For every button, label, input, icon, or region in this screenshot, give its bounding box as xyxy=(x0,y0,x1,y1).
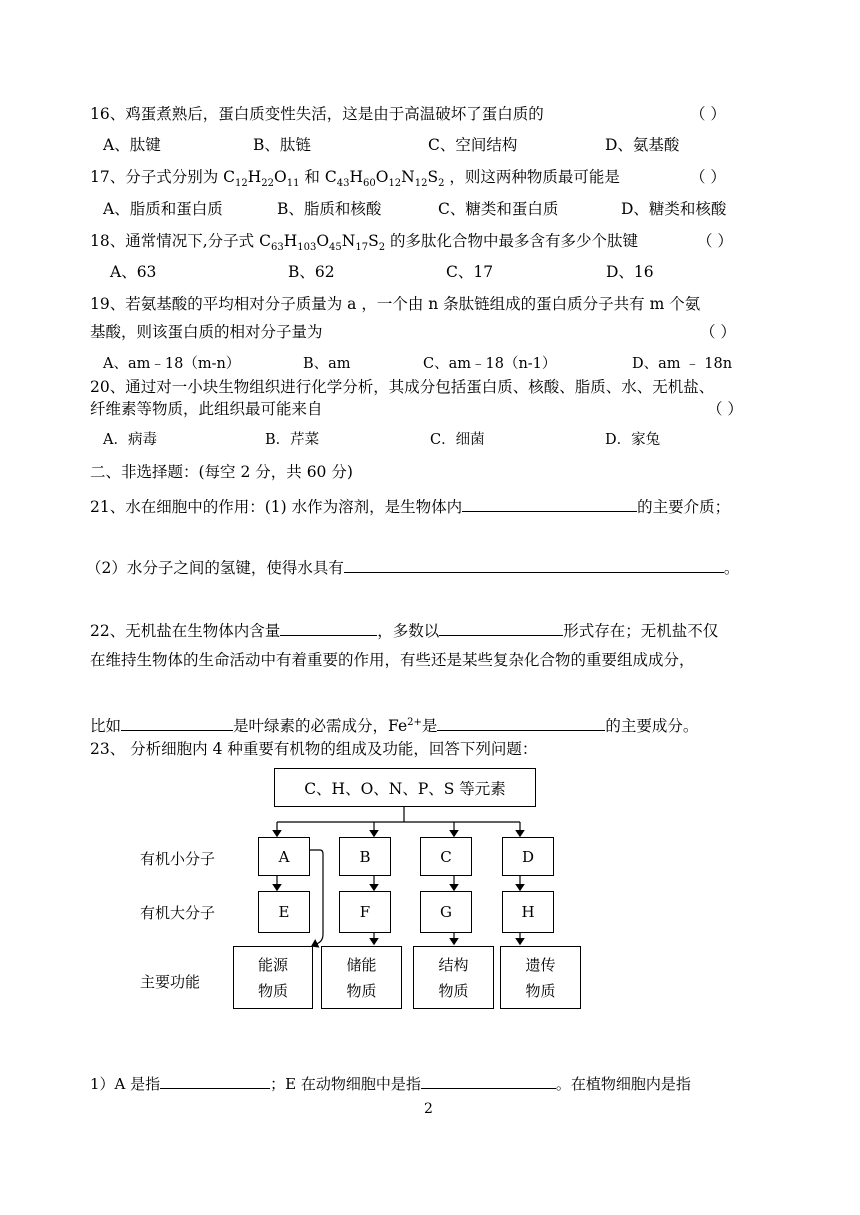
q21-line2: （2）水分子之间的氢键，使得水具有 。 xyxy=(86,556,739,578)
q19-option-c: C、am﹣18（n-1） xyxy=(423,356,557,372)
q17-option-c: C、糖类和蛋白质 xyxy=(438,200,559,218)
q16-stem: 16、鸡蛋煮熟后，蛋白质变性失活，这是由于高温破坏了蛋白质的 xyxy=(90,105,544,123)
q20-option-c: C．细菌 xyxy=(430,432,485,448)
q18-option-b: B、62 xyxy=(288,263,335,281)
box-d: D xyxy=(502,837,554,876)
q22-line2: 在维持生物体的生命活动中有着重要的作用，有些还是某些复杂化合物的重要组成成分， xyxy=(90,651,695,669)
q20-option-b: B．芹菜 xyxy=(265,432,320,448)
row-label-macromolecules: 有机大分子 xyxy=(140,904,216,922)
formula-2: $C_{43}H_{60}O_{12}N_{12}S_2$ xyxy=(324,168,445,190)
answer-blank[interactable] xyxy=(160,1072,270,1089)
answer-blank[interactable] xyxy=(421,1072,556,1089)
q20-option-a: A．病毒 xyxy=(103,432,157,448)
q22-line1: 22、无机盐在生物体内含量 ，多数以 形式存在；无机盐不仅 xyxy=(90,619,718,641)
q19-option-d: D、am ﹣ 18n xyxy=(632,356,733,372)
q18-option-d: D、16 xyxy=(606,263,654,281)
q23-sub1: 1）A 是指 ；E 在动物细胞中是指 。在植物细胞内是指 xyxy=(90,1072,691,1094)
page-number: 2 xyxy=(424,1101,433,1117)
q20-line1: 20、通过对一小块生物组织进行化学分析，其成分包括蛋白质、核酸、脂质、水、无机盐、 xyxy=(90,378,715,396)
q18-stem: 18、通常情况下,分子式 $C_{63}H_{103}O_{45}N_{17}S_2$ 的多肽化合物中最多含有多少个肽键 xyxy=(90,232,638,254)
q16-option-c: C、空间结构 xyxy=(428,136,518,154)
q18-option-a: A、63 xyxy=(110,263,157,281)
q16-option-d: D、氨基酸 xyxy=(605,136,680,154)
function-box-storage: 储能 物质 xyxy=(321,946,402,1009)
function-box-energy: 能源 物质 xyxy=(233,946,313,1009)
box-g: G xyxy=(420,891,472,933)
q16-option-a: A、肽键 xyxy=(103,136,161,154)
q22-line3: 比如 是叶绿素的必需成分，$Fe^{2+}$是 的主要成分。 xyxy=(90,713,698,736)
formula: $C_{63}H_{103}O_{45}N_{17}S_2$ xyxy=(259,232,386,254)
box-h: H xyxy=(502,891,554,933)
q17-option-d: D、糖类和核酸 xyxy=(621,200,727,218)
q17-paren: （ ） xyxy=(690,168,726,186)
q20-option-d: D．家兔 xyxy=(605,432,661,448)
box-e: E xyxy=(258,891,310,933)
q16-option-b: B、肽链 xyxy=(253,136,311,154)
function-box-structure: 结构 物质 xyxy=(413,946,494,1009)
q16-paren: （ ） xyxy=(690,105,726,123)
section-2-heading: 二、非选择题：(每空 2 分，共 60 分) xyxy=(90,463,353,481)
box-a: A xyxy=(258,837,310,876)
q17-option-a: A、脂质和蛋白质 xyxy=(103,200,223,218)
q21-line1: 21、水在细胞中的作用：(1) 水作为溶剂，是生物体内 的主要介质； xyxy=(90,495,730,517)
q19-paren: （ ） xyxy=(700,323,736,341)
row-label-function: 主要功能 xyxy=(140,973,201,991)
q19-line1: 19、若氨基酸的平均相对分子质量为 a ，一个由 n 条肽链组成的蛋白质分子共有 m 个氨 xyxy=(90,295,701,313)
q18-option-c: C、17 xyxy=(446,263,494,281)
q17-stem: 17、分子式分别为 $C_{12}H_{22}O_{11}$ 和 $C_{43}H_{60}O_{12}N_{12}S_2$ ，则这两种物质最可能是 xyxy=(90,168,620,190)
q19-option-a: A、am﹣18（m-n） xyxy=(103,356,241,372)
q20-paren: （ ） xyxy=(707,400,743,418)
row-label-small-molecules: 有机小分子 xyxy=(140,850,216,868)
q19-option-b: B、am xyxy=(303,356,351,372)
elements-box: C、H、O、N、P、S 等元素 xyxy=(274,768,536,807)
q19-line2: 基酸，则该蛋白质的相对分子量为 xyxy=(90,323,323,341)
q20-line2: 纤维素等物质，此组织最可能来自 xyxy=(90,400,323,418)
q23-stem: 23、 分析细胞内 4 种重要有机物的组成及功能，回答下列问题： xyxy=(90,740,538,758)
q17-option-b: B、脂质和核酸 xyxy=(277,200,382,218)
box-b: B xyxy=(339,837,391,876)
function-box-genetic: 遗传 物质 xyxy=(500,946,581,1009)
box-c: C xyxy=(420,837,472,876)
box-f: F xyxy=(339,891,391,933)
q18-paren: （ ） xyxy=(697,232,733,250)
formula-1: $C_{12}H_{22}O_{11}$ xyxy=(223,168,300,190)
